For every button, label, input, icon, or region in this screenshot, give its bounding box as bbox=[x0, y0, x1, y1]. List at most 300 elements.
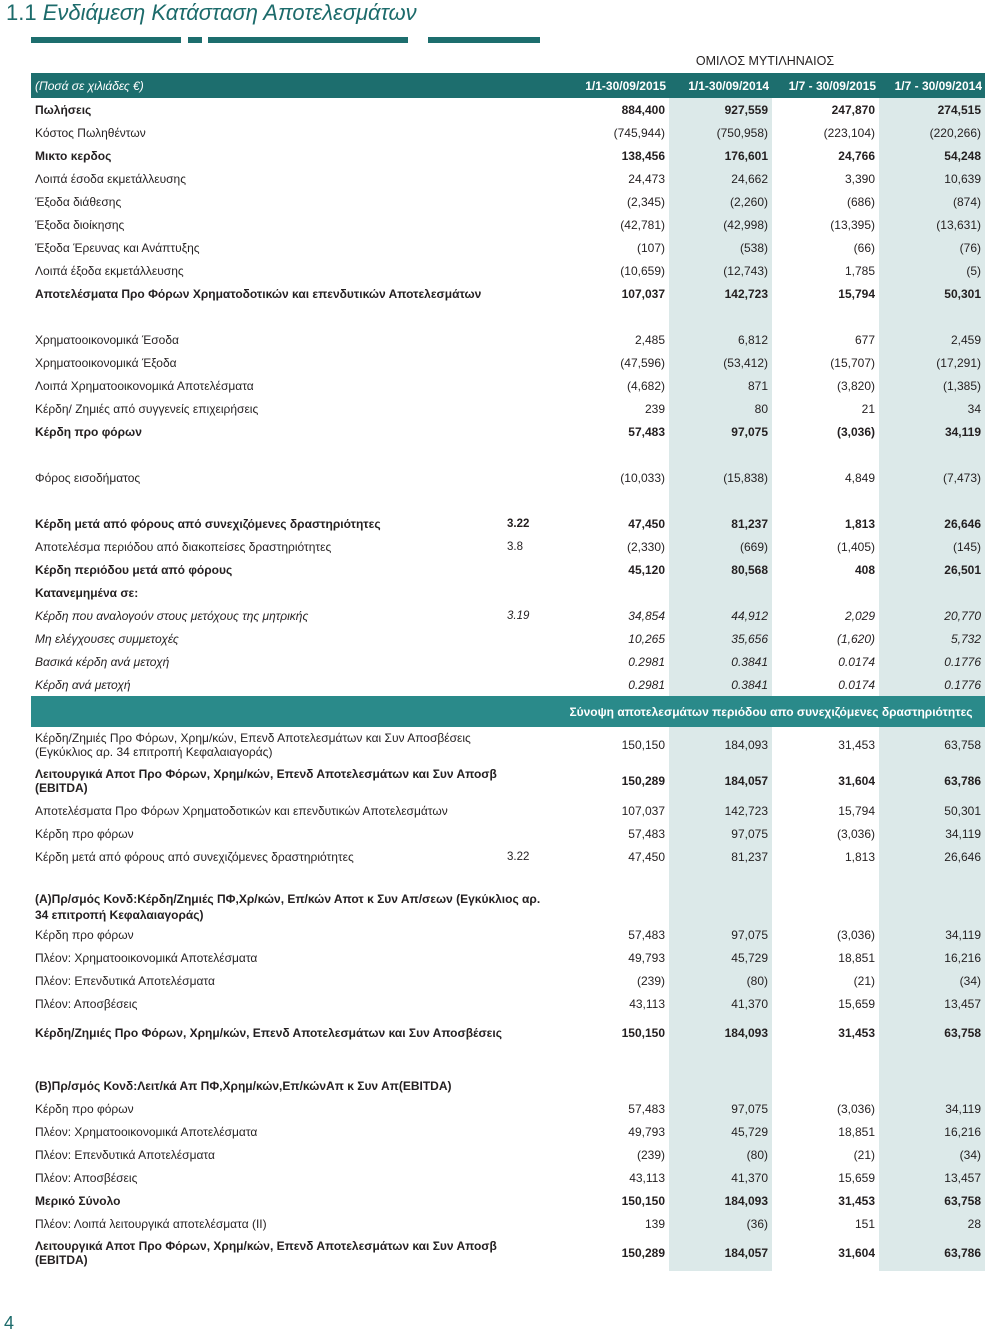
row-value: 49,793 bbox=[557, 1120, 669, 1143]
table-row bbox=[31, 420, 985, 443]
row-value: 31,604 bbox=[772, 1235, 879, 1271]
section-title-row bbox=[31, 1074, 985, 1097]
row-label: Κατανεμημένα σε: bbox=[35, 585, 139, 600]
column-header: 1/1-30/09/2015 bbox=[557, 73, 669, 98]
row-value: (3,036) bbox=[772, 923, 879, 946]
row-label: Χρηματοοικονομικά Έσοδα bbox=[35, 332, 179, 347]
row-label: Έξοδα Έρευνας και Ανάπτυξης bbox=[35, 240, 200, 255]
row-value bbox=[772, 443, 879, 466]
row-label: Κέρδη προ φόρων bbox=[35, 1101, 134, 1116]
row-value: 97,075 bbox=[669, 923, 772, 946]
row-note: 3.8 bbox=[507, 540, 523, 553]
table-row bbox=[31, 845, 985, 868]
row-label: Κόστος Πωληθέντων bbox=[35, 125, 146, 140]
row-label: Μη ελέγχουσες συμμετοχές bbox=[35, 631, 179, 646]
row-value: 176,601 bbox=[669, 144, 772, 167]
table-row bbox=[31, 1235, 985, 1271]
row-value: (76) bbox=[879, 236, 985, 259]
table-row bbox=[31, 1166, 985, 1189]
table-row bbox=[31, 1097, 985, 1120]
row-label: Πλέον: Χρηματοοικονομικά Αποτελέσματα bbox=[35, 950, 258, 965]
row-note bbox=[505, 443, 557, 466]
row-value: 0.0174 bbox=[772, 650, 879, 673]
row-value: 2,485 bbox=[557, 328, 669, 351]
table-row bbox=[31, 328, 985, 351]
row-label: Αποτελέσμα περιόδου από διακοπείσες δραστηριότητες bbox=[35, 539, 332, 554]
row-value: (17,291) bbox=[879, 351, 985, 374]
row-value: 24,662 bbox=[669, 167, 772, 190]
row-value: 3,390 bbox=[772, 167, 879, 190]
row-value: 43,113 bbox=[557, 1166, 669, 1189]
row-value: 34,119 bbox=[879, 923, 985, 946]
row-value bbox=[669, 489, 772, 512]
row-note bbox=[505, 992, 557, 1015]
row-label: Μικτο κερδος bbox=[35, 148, 112, 163]
row-value: (13,631) bbox=[879, 213, 985, 236]
row-value: (7,473) bbox=[879, 466, 985, 489]
row-value: 45,120 bbox=[557, 558, 669, 581]
table-row bbox=[31, 443, 985, 466]
table-header bbox=[31, 73, 985, 98]
section-title: (Β)Πρ/σμός Κονδ:Λειτ/κά Απ ΠΦ,Χρημ/κών,Επ/κώνΑπ κ Συν Απ(EBITDA) bbox=[35, 1078, 452, 1093]
row-label bbox=[31, 443, 505, 466]
row-value: (34) bbox=[879, 969, 985, 992]
row-value: 57,483 bbox=[557, 420, 669, 443]
row-label: Λειτουργικά Αποτ Προ Φόρων, Χρημ/κών, Επενδ Αποτελεσμάτων και Συν Αποσβ (EBITDA) bbox=[35, 767, 497, 795]
table-row bbox=[31, 374, 985, 397]
row-note bbox=[505, 121, 557, 144]
row-note bbox=[505, 98, 557, 121]
table-row bbox=[31, 144, 985, 167]
row-label: Κέρδη προ φόρων bbox=[35, 826, 134, 841]
row-label: Κέρδη/ Ζημιές από συγγενείς επιχειρήσεις bbox=[35, 401, 259, 416]
row-value: 24,766 bbox=[772, 144, 879, 167]
row-value: 31,453 bbox=[772, 1189, 879, 1212]
row-note bbox=[505, 1015, 557, 1051]
row-note bbox=[505, 305, 557, 328]
row-label: Μερικό Σύνολο bbox=[35, 1193, 121, 1208]
row-value: 24,473 bbox=[557, 167, 669, 190]
row-value: (34) bbox=[879, 1143, 985, 1166]
row-value: 184,057 bbox=[669, 1235, 772, 1271]
column-header: 1/7 - 30/09/2014 bbox=[879, 73, 985, 98]
row-note bbox=[505, 1235, 557, 1271]
row-value: (745,944) bbox=[557, 121, 669, 144]
row-value bbox=[772, 489, 879, 512]
row-value: 247,870 bbox=[772, 98, 879, 121]
row-value: 13,457 bbox=[879, 1166, 985, 1189]
row-label: Λοιπά έσοδα εκμετάλλευσης bbox=[35, 171, 187, 186]
row-value: 884,400 bbox=[557, 98, 669, 121]
row-value: (15,707) bbox=[772, 351, 879, 374]
row-value: 80 bbox=[669, 397, 772, 420]
row-note bbox=[505, 799, 557, 822]
row-value: 44,912 bbox=[669, 604, 772, 627]
row-label: Κέρδη προ φόρων bbox=[35, 927, 134, 942]
row-value: (1,385) bbox=[879, 374, 985, 397]
row-value: 34,854 bbox=[557, 604, 669, 627]
table-row bbox=[31, 259, 985, 282]
row-value: (669) bbox=[669, 535, 772, 558]
summary-banner: Σύνοψη αποτελεσμάτων περιόδου απο συνεχιζόμενες δραστηριότητες bbox=[557, 696, 985, 727]
table-row bbox=[31, 1120, 985, 1143]
row-value: 34 bbox=[879, 397, 985, 420]
table-row bbox=[31, 763, 985, 799]
spacer-row bbox=[31, 868, 985, 891]
row-value bbox=[879, 489, 985, 512]
row-value: (80) bbox=[669, 969, 772, 992]
row-value: 142,723 bbox=[669, 282, 772, 305]
table-row bbox=[31, 190, 985, 213]
row-value: (2,345) bbox=[557, 190, 669, 213]
table-row bbox=[31, 282, 985, 305]
row-value: 2,029 bbox=[772, 604, 879, 627]
row-label: Κέρδη ανά μετοχή bbox=[35, 677, 131, 692]
row-value: 150,150 bbox=[557, 1015, 669, 1051]
row-note bbox=[505, 213, 557, 236]
row-value: 184,093 bbox=[669, 1015, 772, 1051]
row-value bbox=[669, 305, 772, 328]
table-row bbox=[31, 1143, 985, 1166]
row-value: 5,732 bbox=[879, 627, 985, 650]
section-title: (Α)Πρ/σμός Κονδ:Κέρδη/Ζημιές ΠΦ,Χρ/κών, Επ/κών Αποτ κ Συν Απ/σεων (Εγκύκλιος αρ. 34 επιτροπή Κεφαλαιαγοράς) bbox=[35, 892, 541, 922]
row-value: (42,781) bbox=[557, 213, 669, 236]
row-value: 408 bbox=[772, 558, 879, 581]
row-value: 43,113 bbox=[557, 992, 669, 1015]
row-label bbox=[31, 305, 505, 328]
row-note bbox=[505, 581, 557, 604]
row-value: (5) bbox=[879, 259, 985, 282]
row-note bbox=[505, 727, 557, 763]
row-value: 54,248 bbox=[879, 144, 985, 167]
row-value: 15,659 bbox=[772, 992, 879, 1015]
row-value: 50,301 bbox=[879, 799, 985, 822]
table-row bbox=[31, 1212, 985, 1235]
table-row bbox=[31, 1189, 985, 1212]
row-value: 184,057 bbox=[669, 763, 772, 799]
row-label: Κέρδη προ φόρων bbox=[35, 424, 142, 439]
row-note bbox=[505, 167, 557, 190]
row-value: (1,405) bbox=[772, 535, 879, 558]
row-value: 45,729 bbox=[669, 1120, 772, 1143]
column-header: 1/1-30/09/2014 bbox=[669, 73, 772, 98]
row-value: 184,093 bbox=[669, 727, 772, 763]
row-value: 1,785 bbox=[772, 259, 879, 282]
row-value: 63,758 bbox=[879, 1015, 985, 1051]
row-value: (686) bbox=[772, 190, 879, 213]
table-row bbox=[31, 627, 985, 650]
row-value: 4,849 bbox=[772, 466, 879, 489]
row-value: 184,093 bbox=[669, 1189, 772, 1212]
table-row bbox=[31, 121, 985, 144]
row-value: (750,958) bbox=[669, 121, 772, 144]
row-value: (107) bbox=[557, 236, 669, 259]
row-value: (220,266) bbox=[879, 121, 985, 144]
row-note: 3.22 bbox=[507, 850, 530, 863]
row-value: 26,646 bbox=[879, 512, 985, 535]
row-note bbox=[505, 259, 557, 282]
row-value: 63,758 bbox=[879, 1189, 985, 1212]
section-title-row bbox=[31, 891, 985, 923]
row-value: 41,370 bbox=[669, 992, 772, 1015]
row-label: Κέρδη περιόδου μετά από φόρους bbox=[35, 562, 233, 577]
row-note bbox=[505, 969, 557, 992]
row-value: 57,483 bbox=[557, 822, 669, 845]
row-value: 151 bbox=[772, 1212, 879, 1235]
row-value: 107,037 bbox=[557, 799, 669, 822]
row-value: 57,483 bbox=[557, 923, 669, 946]
row-value: 63,786 bbox=[879, 763, 985, 799]
row-label: Έξοδα διοίκησης bbox=[35, 217, 125, 232]
row-value: (223,104) bbox=[772, 121, 879, 144]
row-label: Πωλήσεις bbox=[35, 102, 92, 117]
row-value: 0.3841 bbox=[669, 673, 772, 696]
row-value: (21) bbox=[772, 1143, 879, 1166]
row-value: 871 bbox=[669, 374, 772, 397]
table-row bbox=[31, 992, 985, 1015]
row-value: 927,559 bbox=[669, 98, 772, 121]
table-row bbox=[31, 673, 985, 696]
row-value: 63,758 bbox=[879, 727, 985, 763]
page-number: 4 bbox=[4, 1313, 15, 1333]
row-note bbox=[505, 627, 557, 650]
table-row bbox=[31, 799, 985, 822]
row-value: 18,851 bbox=[772, 946, 879, 969]
row-value: 2,459 bbox=[879, 328, 985, 351]
row-value bbox=[879, 305, 985, 328]
row-value: 15,659 bbox=[772, 1166, 879, 1189]
table-row bbox=[31, 969, 985, 992]
row-value: 6,812 bbox=[669, 328, 772, 351]
row-note: 3.19 bbox=[507, 609, 530, 622]
spacer-row bbox=[31, 1051, 985, 1074]
row-note bbox=[505, 946, 557, 969]
row-value: 28 bbox=[879, 1212, 985, 1235]
row-label: Λοιπά έξοδα εκμετάλλευσης bbox=[35, 263, 184, 278]
income-statement-table bbox=[31, 73, 985, 1271]
row-value: 16,216 bbox=[879, 946, 985, 969]
row-value: 107,037 bbox=[557, 282, 669, 305]
row-value bbox=[772, 581, 879, 604]
row-value: 15,794 bbox=[772, 282, 879, 305]
table-row bbox=[31, 98, 985, 121]
row-value: 0.0174 bbox=[772, 673, 879, 696]
row-value: (21) bbox=[772, 969, 879, 992]
row-note bbox=[505, 236, 557, 259]
row-value: 81,237 bbox=[669, 512, 772, 535]
row-value bbox=[557, 305, 669, 328]
row-note bbox=[505, 466, 557, 489]
row-label: Πλέον: Λοιπά λειτουργικά αποτελέσματα (ΙΙ) bbox=[35, 1216, 267, 1231]
row-value: 57,483 bbox=[557, 1097, 669, 1120]
row-value: (10,659) bbox=[557, 259, 669, 282]
row-note bbox=[505, 420, 557, 443]
row-value: 0.3841 bbox=[669, 650, 772, 673]
row-label: Πλέον: Αποσβέσεις bbox=[35, 1170, 138, 1185]
row-label: Κέρδη μετά από φόρους από συνεχιζόμενες δραστηριότητες bbox=[35, 516, 381, 531]
row-note bbox=[505, 1212, 557, 1235]
row-value: 47,450 bbox=[557, 512, 669, 535]
table-row bbox=[31, 466, 985, 489]
row-value bbox=[879, 581, 985, 604]
row-value: (874) bbox=[879, 190, 985, 213]
table-row bbox=[31, 236, 985, 259]
table-row bbox=[31, 535, 985, 558]
row-value: 16,216 bbox=[879, 1120, 985, 1143]
row-value bbox=[557, 581, 669, 604]
row-value: (3,036) bbox=[772, 822, 879, 845]
row-value: 34,119 bbox=[879, 822, 985, 845]
row-value: 81,237 bbox=[669, 845, 772, 868]
row-value: (47,596) bbox=[557, 351, 669, 374]
table-row bbox=[31, 397, 985, 420]
table-row bbox=[31, 650, 985, 673]
row-value: (12,743) bbox=[669, 259, 772, 282]
table-row bbox=[31, 558, 985, 581]
summary-banner-row bbox=[31, 696, 985, 727]
row-value: 1,813 bbox=[772, 512, 879, 535]
row-value: 80,568 bbox=[669, 558, 772, 581]
row-label: Λειτουργικά Αποτ Προ Φόρων, Χρημ/κών, Επενδ Αποτελεσμάτων και Συν Αποσβ (EBITDA) bbox=[35, 1239, 497, 1267]
row-value: (66) bbox=[772, 236, 879, 259]
row-value bbox=[879, 443, 985, 466]
table-row bbox=[31, 822, 985, 845]
row-value: (10,033) bbox=[557, 466, 669, 489]
table-row bbox=[31, 604, 985, 627]
row-note bbox=[505, 650, 557, 673]
row-value: (36) bbox=[669, 1212, 772, 1235]
table-row bbox=[31, 213, 985, 236]
row-value: 150,150 bbox=[557, 727, 669, 763]
row-note bbox=[505, 374, 557, 397]
row-label: Κέρδη/Ζημιές Προ Φόρων, Χρημ/κών, Επενδ Αποτελεσμάτων και Συν Αποσβέσεις (Εγκύκλιος αρ. 34 επιτροπή Κεφαλαιαγοράς) bbox=[35, 731, 471, 759]
row-value: 0.2981 bbox=[557, 650, 669, 673]
row-label: Κέρδη που αναλογούν στους μετόχους της μητρικής bbox=[35, 608, 309, 623]
row-label: Κέρδη μετά από φόρους από συνεχιζόμενες δραστηριότητες bbox=[35, 849, 354, 864]
row-note bbox=[505, 328, 557, 351]
table-row bbox=[31, 489, 985, 512]
row-value: (13,395) bbox=[772, 213, 879, 236]
row-value: 10,639 bbox=[879, 167, 985, 190]
row-value: 21 bbox=[772, 397, 879, 420]
row-value: 138,456 bbox=[557, 144, 669, 167]
row-note bbox=[505, 397, 557, 420]
row-value: 20,770 bbox=[879, 604, 985, 627]
row-value: (53,412) bbox=[669, 351, 772, 374]
row-value: 31,453 bbox=[772, 1015, 879, 1051]
row-note bbox=[505, 1097, 557, 1120]
row-value: 63,786 bbox=[879, 1235, 985, 1271]
row-value: 677 bbox=[772, 328, 879, 351]
row-note bbox=[505, 282, 557, 305]
row-value bbox=[669, 581, 772, 604]
row-value: (80) bbox=[669, 1143, 772, 1166]
table-row bbox=[31, 1015, 985, 1051]
decorative-bars bbox=[0, 37, 960, 43]
row-value: (2,330) bbox=[557, 535, 669, 558]
row-value: 97,075 bbox=[669, 420, 772, 443]
row-note bbox=[505, 1120, 557, 1143]
row-value: 10,265 bbox=[557, 627, 669, 650]
row-note bbox=[505, 822, 557, 845]
row-value: 31,453 bbox=[772, 727, 879, 763]
row-value: 142,723 bbox=[669, 799, 772, 822]
row-value bbox=[557, 443, 669, 466]
row-value: 97,075 bbox=[669, 822, 772, 845]
row-note bbox=[505, 351, 557, 374]
row-value: 41,370 bbox=[669, 1166, 772, 1189]
row-value: 50,301 bbox=[879, 282, 985, 305]
row-value: (42,998) bbox=[669, 213, 772, 236]
row-value: 49,793 bbox=[557, 946, 669, 969]
table-row bbox=[31, 946, 985, 969]
row-note bbox=[505, 1166, 557, 1189]
row-label: Κέρδη/Ζημιές Προ Φόρων, Χρημ/κών, Επενδ Αποτελεσμάτων και Συν Αποσβέσεις bbox=[35, 1026, 502, 1040]
row-value: (145) bbox=[879, 535, 985, 558]
row-label: Βασικά κέρδη ανά μετοχή bbox=[35, 654, 170, 669]
row-value: 13,457 bbox=[879, 992, 985, 1015]
row-value: 15,794 bbox=[772, 799, 879, 822]
row-value: (3,036) bbox=[772, 1097, 879, 1120]
row-value: 0.2981 bbox=[557, 673, 669, 696]
row-value: (239) bbox=[557, 969, 669, 992]
table-row bbox=[31, 581, 985, 604]
row-note bbox=[505, 1189, 557, 1212]
row-label: Πλέον: Αποσβέσεις bbox=[35, 996, 138, 1011]
row-value bbox=[772, 305, 879, 328]
row-value: 97,075 bbox=[669, 1097, 772, 1120]
table-row bbox=[31, 167, 985, 190]
table-row bbox=[31, 727, 985, 763]
row-label: Λοιπά Χρηματοοικονομικά Αποτελέσματα bbox=[35, 378, 254, 393]
row-note bbox=[505, 190, 557, 213]
row-value: (3,036) bbox=[772, 420, 879, 443]
row-value: 150,150 bbox=[557, 1189, 669, 1212]
row-label: Έξοδα διάθεσης bbox=[35, 194, 122, 209]
row-value: 31,604 bbox=[772, 763, 879, 799]
row-note bbox=[505, 489, 557, 512]
row-value: 150,289 bbox=[557, 1235, 669, 1271]
group-label: ΟΜΙΛΟΣ ΜΥΤΙΛΗΝΑΙΟΣ bbox=[695, 54, 835, 68]
row-label bbox=[31, 489, 505, 512]
row-value: (4,682) bbox=[557, 374, 669, 397]
row-label: Αποτελέσματα Προ Φόρων Χρηματοδοτικών και επενδυτικών Αποτελεσμάτων bbox=[35, 286, 482, 301]
row-value: 1,813 bbox=[772, 845, 879, 868]
row-note bbox=[505, 673, 557, 696]
row-label: Πλέον: Επενδυτικά Αποτελέσματα bbox=[35, 1147, 215, 1162]
row-value: 45,729 bbox=[669, 946, 772, 969]
row-label: Χρηματοοικονομικά Έξοδα bbox=[35, 355, 177, 370]
row-value: (1,620) bbox=[772, 627, 879, 650]
row-value: (3,820) bbox=[772, 374, 879, 397]
row-note: 3.22 bbox=[507, 517, 530, 530]
row-value: 26,646 bbox=[879, 845, 985, 868]
amounts-unit-label: (Ποσά σε χιλιάδες €) bbox=[31, 73, 505, 98]
row-value: 34,119 bbox=[879, 420, 985, 443]
row-value: 0.1776 bbox=[879, 650, 985, 673]
row-value: 150,289 bbox=[557, 763, 669, 799]
row-label: Πλέον: Χρηματοοικονομικά Αποτελέσματα bbox=[35, 1124, 258, 1139]
row-value: 139 bbox=[557, 1212, 669, 1235]
row-value: 35,656 bbox=[669, 627, 772, 650]
column-header: 1/7 - 30/09/2015 bbox=[772, 73, 879, 98]
row-value: (239) bbox=[557, 1143, 669, 1166]
row-value: 34,119 bbox=[879, 1097, 985, 1120]
row-note bbox=[505, 558, 557, 581]
row-note bbox=[505, 763, 557, 799]
row-note bbox=[505, 1143, 557, 1166]
table-row bbox=[31, 305, 985, 328]
